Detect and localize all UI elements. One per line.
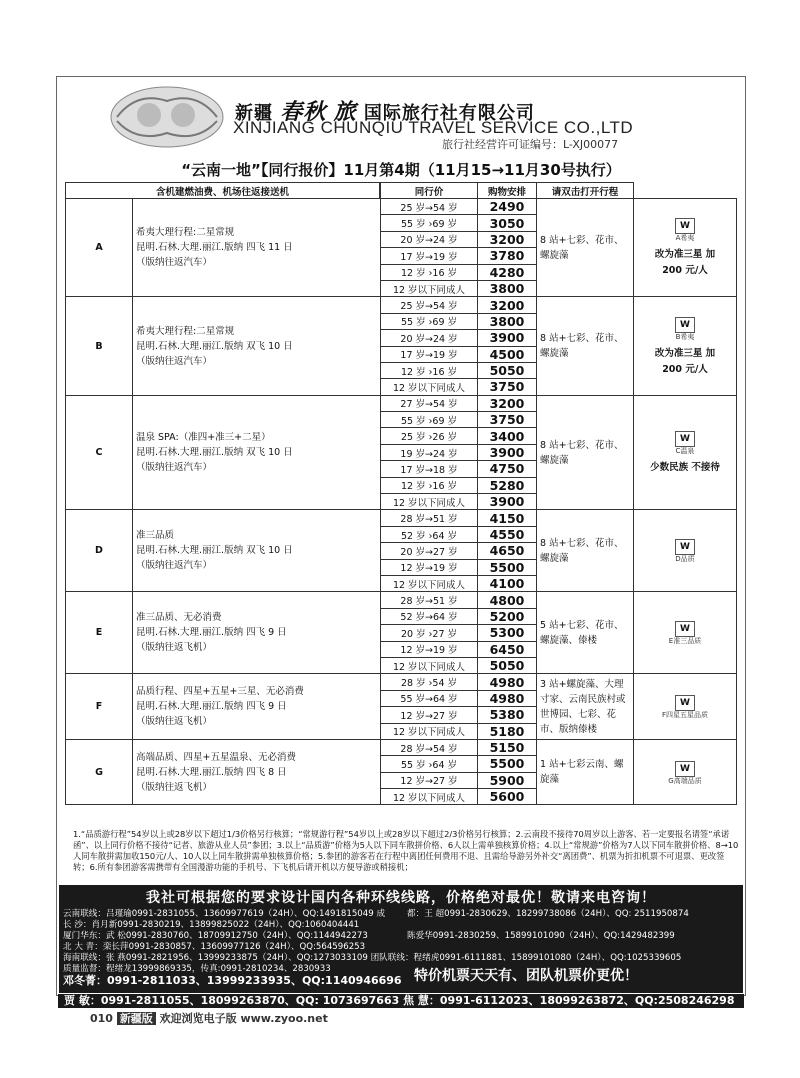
route-line: （版纳往返汽车）: [136, 462, 213, 474]
company-name: 新疆 春秋 旅 国际旅行社有限公司: [235, 99, 535, 125]
word-document-icon[interactable]: W: [675, 761, 695, 777]
itinerary-file-label[interactable]: F四星五星品质: [661, 711, 709, 720]
route-line: 昆明.石林.大理.丽江.版纳 四飞 9 日: [136, 627, 287, 639]
group-code: B: [66, 297, 133, 395]
price-value: 3750: [478, 412, 537, 428]
route-line: 准三品质: [136, 530, 175, 542]
age-range: 25 岁→54 岁: [381, 297, 478, 313]
age-range: 55 岁 ›69 岁: [381, 313, 478, 329]
route-cell: [133, 395, 381, 510]
age-range: 12 岁→27 岁: [381, 772, 478, 788]
price-value: 4980: [478, 690, 537, 706]
word-document-icon[interactable]: W: [675, 621, 695, 637]
contact-line: 长 沙：肖月新0991-2830219、13899825022（24H）、QQ:1060404441: [63, 920, 360, 930]
contact-line: 云南联线：吕瑾瑜0991-2831055、13609977619（24H）、QQ:1491815049 成: [63, 909, 386, 919]
route-line: 准三品质、无必消费: [136, 612, 222, 624]
group-code: E: [66, 592, 133, 674]
price-value: 5180: [478, 723, 537, 739]
age-range: 28 岁→51 岁: [381, 592, 478, 608]
group-code: D: [66, 510, 133, 592]
shopping-cell: 3 站+螺旋藻、大理寸家、云南民族村或世博园、七彩、花市、版纳傣楼: [537, 674, 634, 740]
price-value: 3200: [478, 231, 537, 247]
price-value: 4980: [478, 674, 537, 690]
age-range: 12 岁以下同成人: [381, 280, 478, 296]
price-value: 4650: [478, 543, 537, 559]
age-range: 12 岁以下同成人: [381, 723, 478, 739]
age-range: 55 岁 ›69 岁: [381, 215, 478, 231]
edition-badge: 新疆版: [117, 1012, 156, 1025]
itinerary-file-label[interactable]: D品质: [675, 555, 695, 564]
slogan-tickets: 特价机票天天有、团队机票价更优！: [414, 968, 638, 984]
route-line: 品质行程、四星+五星+三星、无必消费: [136, 686, 304, 698]
route-line: 昆明.石林.大理.丽江.版纳 双飞 10 日: [136, 340, 293, 352]
shopping-cell: 5 站+七彩、花市、螺旋藻、傣楼: [537, 592, 634, 674]
route-line: 温泉 SPA:（准四+准三+二星）: [136, 432, 271, 444]
table-row: [66, 592, 737, 608]
price-value: 3800: [478, 313, 537, 329]
route-cell: [133, 674, 381, 740]
age-range: 12 岁以下同成人: [381, 494, 478, 510]
age-range: 12 岁以下同成人: [381, 379, 478, 395]
age-range: 19 岁→24 岁: [381, 444, 478, 460]
notes: 1.“品质游行程”54岁以上或28岁以下超过1/3价格另行核算；“常规游行程”54岁以上或28岁以下超过2/3价格另行核算；2.云南段不接待70周岁以上游客、若一定要报名请签“承诺函”、以上同行价格不接待“记者、旅游从业人员”参团；3.以上“品质游”价格为5人以下同车散拼价格、6人以上需单独核算价格；4.以上“常规游”价格为7人以下同车散拼价格、8→10人同车散拼需加收150元/人、10人以上同车散拼需单独核算价格；5.参团的游客若在行程中离团任何费用不退、且需给导游另外补交“离团费”、机票为折扣机票不可退票、更改签转；6.所有参团游客需携带有全国漫游功能的手机号、下飞机后请开机以方便导游或稍接机；: [73, 829, 739, 872]
route-line: （版纳往返汽车）: [136, 257, 213, 269]
itinerary-note: 改为准三星 加 200 元/人: [654, 347, 716, 375]
itinerary-cell: [634, 510, 737, 592]
word-document-icon[interactable]: W: [675, 431, 695, 447]
route-line: （版纳往返飞机）: [136, 716, 213, 728]
price-value: 3900: [478, 494, 537, 510]
age-range: 17 岁→19 岁: [381, 346, 478, 362]
contact-line-big: 邓冬菁：0991-2811033、13999233935、QQ:1140946696: [63, 974, 402, 987]
price-value: 5200: [478, 608, 537, 624]
page-number: 010: [90, 1012, 113, 1025]
age-range: 12 岁 ›16 岁: [381, 264, 478, 280]
table-row: [66, 739, 737, 755]
age-range: 25 岁→54 岁: [381, 199, 478, 215]
age-range: 12 岁 ›16 岁: [381, 477, 478, 493]
route-line: 希夷大理行程:二星常规: [136, 227, 235, 239]
itinerary-file-label[interactable]: B希夷: [675, 332, 695, 341]
group-code: G: [66, 739, 133, 805]
shopping-cell: 8 站+七彩、花市、螺旋藻: [537, 395, 634, 510]
age-range: 52 岁→64 岁: [381, 608, 478, 624]
itinerary-cell: [634, 395, 737, 510]
route-line: 希夷大理行程:二星常规: [136, 325, 235, 337]
age-range: 12 岁以下同成人: [381, 789, 478, 805]
age-range: 17 岁→18 岁: [381, 461, 478, 477]
group-code: F: [66, 674, 133, 740]
itinerary-cell: [634, 739, 737, 805]
price-value: 5500: [478, 559, 537, 575]
table-row: [66, 674, 737, 690]
footer: [90, 1010, 328, 1026]
price-value: 5600: [478, 789, 537, 805]
word-document-icon[interactable]: W: [675, 317, 695, 333]
table-row: [66, 395, 737, 411]
price-value: 4800: [478, 592, 537, 608]
shopping-cell: 8 站+七彩、花市、螺旋藻: [537, 510, 634, 592]
license-number: 旅行社经营许可证编号：L-XJ00077: [442, 138, 619, 151]
itinerary-note: 改为准三星 加 200 元/人: [654, 249, 716, 277]
price-value: 4280: [478, 264, 537, 280]
age-range: 25 岁 ›26 岁: [381, 428, 478, 444]
header-shopping: 购物安排: [478, 183, 537, 199]
age-range: 12 岁以下同成人: [381, 657, 478, 673]
header: [57, 77, 745, 155]
slogan: 我社可根据您的要求设计国内各种环线线路，价格绝对最优！敬请来电咨询！: [146, 890, 656, 906]
itinerary-cell: [634, 674, 737, 740]
age-range: 20 岁→27 岁: [381, 543, 478, 559]
price-value: 4150: [478, 510, 537, 526]
age-range: 12 岁→19 岁: [381, 641, 478, 657]
age-range: 27 岁→54 岁: [381, 395, 478, 411]
contact-line: 厦门华东：武 松0991-2830760、18709912750（24H）、QQ:1144942273: [63, 931, 368, 941]
route-line: （版纳往返汽车）: [136, 560, 213, 572]
itinerary-cell: [634, 592, 737, 674]
price-value: 2490: [478, 199, 537, 215]
route-line: 高端品质、四星+五星温泉、无必消费: [136, 751, 296, 763]
itinerary-file-label[interactable]: A希夷: [675, 234, 695, 243]
price-value: 4500: [478, 346, 537, 362]
header-price: 同行价: [381, 183, 478, 199]
shopping-cell: 8 站+七彩、花市、螺旋藻: [537, 297, 634, 395]
itinerary-file-label[interactable]: C温泉: [675, 447, 695, 456]
price-value: 5380: [478, 707, 537, 723]
price-value: 3400: [478, 428, 537, 444]
price-value: 5500: [478, 756, 537, 772]
price-value: 3800: [478, 280, 537, 296]
word-document-icon[interactable]: W: [675, 695, 695, 711]
age-range: 55 岁→64 岁: [381, 690, 478, 706]
website-link[interactable]: 欢迎浏览电子版 www.zyoo.net: [159, 1012, 328, 1025]
ornament-logo-icon: [107, 81, 227, 151]
age-range: 17 岁→19 岁: [381, 248, 478, 264]
route-line: 昆明.石林.大理.丽江.版纳 四飞 8 日: [136, 766, 287, 778]
route-cell: [133, 297, 381, 395]
price-value: 3050: [478, 215, 537, 231]
header-itinerary: 请双击打开行程: [537, 183, 634, 199]
contact-line-big: 贾 敏：0991-2811055、18099263870、QQ: 1073697663 焦 慧：0991-6112023、18099263872、QQ:2508246298: [58, 994, 744, 1008]
header-route: 含机建燃油费、机场往返接送机: [66, 183, 380, 199]
age-range: 55 岁 ›64 岁: [381, 756, 478, 772]
price-table: [65, 182, 737, 805]
price-value: 5280: [478, 477, 537, 493]
route-line: 昆明.石林.大理.丽江.版纳 四飞 11 日: [136, 242, 293, 254]
contact-panel: [59, 885, 743, 993]
age-range: 28 岁 ›54 岁: [381, 674, 478, 690]
price-value: 4100: [478, 575, 537, 591]
contact-line: 质量监督：程绪龙13999869335，传真:0991-2810234、2830933: [63, 964, 331, 974]
price-value: 3200: [478, 395, 537, 411]
route-line: （版纳往返汽车）: [136, 355, 213, 367]
itinerary-note: 少数民族 不接待: [650, 462, 720, 474]
price-value: 3780: [478, 248, 537, 264]
route-line: 昆明.石林.大理.丽江.版纳 双飞 10 日: [136, 447, 293, 459]
itinerary-file-label[interactable]: G高端品质: [668, 776, 702, 785]
price-value: 5050: [478, 362, 537, 378]
contact-line: 陈爱华0991-2830259、15899101090（24H）、QQ:1429482399: [407, 931, 675, 941]
age-range: 12 岁 ›16 岁: [381, 362, 478, 378]
age-range: 12 岁以下同成人: [381, 575, 478, 591]
age-range: 55 岁 ›69 岁: [381, 412, 478, 428]
table-row: [66, 297, 737, 313]
itinerary-cell: [634, 297, 737, 395]
price-value: 5300: [478, 625, 537, 641]
route-line: 昆明.石林.大理.丽江.版纳 双飞 10 日: [136, 545, 293, 557]
table-body: [66, 199, 737, 805]
price-value: 5150: [478, 739, 537, 755]
table-row: [66, 199, 737, 215]
route-line: （版纳往返飞机）: [136, 781, 213, 793]
age-range: 52 岁 ›64 岁: [381, 526, 478, 542]
route-cell: [133, 739, 381, 805]
age-range: 20 岁→24 岁: [381, 330, 478, 346]
age-range: 20 岁→24 岁: [381, 231, 478, 247]
page: [56, 76, 746, 996]
price-value: 5900: [478, 772, 537, 788]
shopping-cell: 8 站+七彩、花市、螺旋藻: [537, 199, 634, 297]
price-value: 3900: [478, 330, 537, 346]
price-value: 4550: [478, 526, 537, 542]
itinerary-file-label[interactable]: E准三品质: [668, 637, 702, 646]
contact-line: 北 大 青：栾长萍0991-2830857、13609977126（24H）、QQ:564596253: [63, 942, 366, 952]
route-line: 昆明.石林.大理.丽江.版纳 四飞 9 日: [136, 701, 287, 713]
route-cell: [133, 510, 381, 592]
price-value: 5050: [478, 657, 537, 673]
age-range: 12 岁→27 岁: [381, 707, 478, 723]
age-range: 28 岁→51 岁: [381, 510, 478, 526]
word-document-icon[interactable]: W: [675, 539, 695, 555]
age-range: 20 岁 ›27 岁: [381, 625, 478, 641]
group-code: C: [66, 395, 133, 510]
price-value: 3200: [478, 297, 537, 313]
age-range: 12 岁→19 岁: [381, 559, 478, 575]
contact-line: 都：王 超0991-2830629、18299738086（24H）、QQ: 2511950874: [407, 909, 689, 919]
itinerary-cell: [634, 199, 737, 297]
price-value: 3750: [478, 379, 537, 395]
route-cell: [133, 199, 381, 297]
price-value: 4750: [478, 461, 537, 477]
company-name-en: XINJIANG CHUNQIU TRAVEL SERVICE CO.,LTD: [233, 118, 634, 137]
route-cell: [133, 592, 381, 674]
table-header: [66, 183, 737, 199]
contact-line: 海南联线：张 燕0991-2821956、13999233875（24H）、QQ:1273033109 团队联线：程绪虎0991-6111881、15899101080（24H）、QQ:1025339605: [63, 953, 682, 963]
table-row: [66, 510, 737, 526]
price-value: 6450: [478, 641, 537, 657]
price-value: 3900: [478, 444, 537, 460]
word-document-icon[interactable]: W: [675, 218, 695, 234]
shopping-cell: 1 站+七彩云南、螺旋藻: [537, 739, 634, 805]
group-code: A: [66, 199, 133, 297]
page-title: “云南一地”【同行报价】11月第4期（11月15→11月30号执行）: [181, 161, 621, 179]
age-range: 28 岁→54 岁: [381, 739, 478, 755]
route-line: （版纳往返飞机）: [136, 642, 213, 654]
